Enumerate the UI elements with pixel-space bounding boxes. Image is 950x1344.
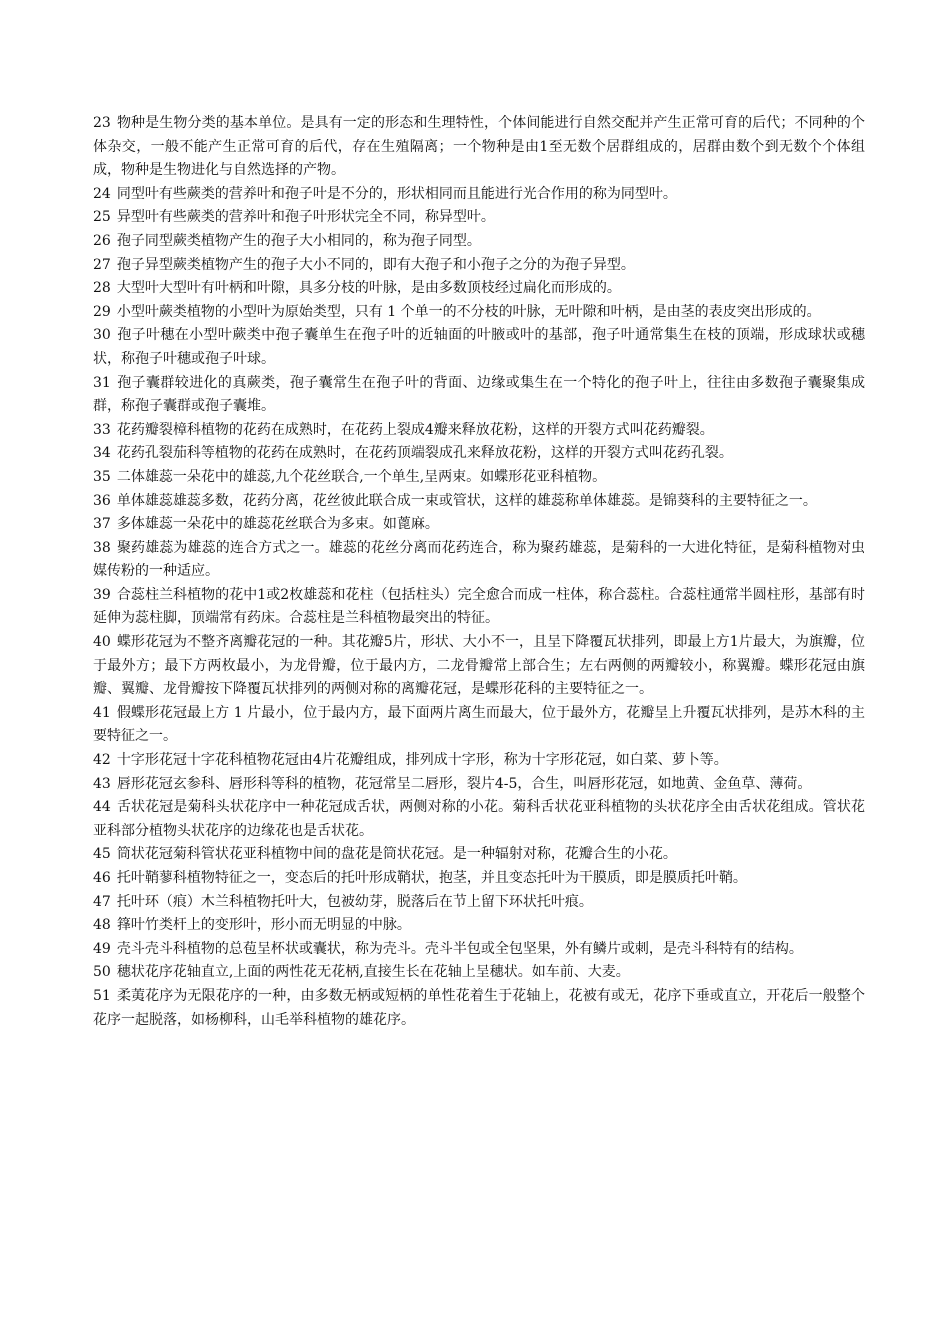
glossary-entry bbox=[93, 749, 865, 773]
entry-number: 28 bbox=[93, 280, 111, 297]
entry-text: 唇形花冠玄参科、唇形科等科的植物，花冠常呈二唇形，裂片4-5，合生，叫唇形花冠，如地黄、金鱼草、薄荷。 bbox=[116, 775, 812, 792]
entry-number: 29 bbox=[93, 303, 111, 320]
glossary-entry bbox=[93, 843, 865, 867]
entry-number: 25 bbox=[93, 209, 111, 226]
entry-number: 36 bbox=[93, 492, 111, 509]
glossary-entry bbox=[93, 254, 865, 278]
entry-number: 45 bbox=[93, 846, 111, 863]
entry-number: 41 bbox=[93, 704, 111, 721]
entry-number: 43 bbox=[93, 775, 111, 792]
glossary-entry bbox=[93, 914, 865, 938]
entry-number: 34 bbox=[93, 445, 111, 462]
entry-number: 39 bbox=[93, 586, 111, 603]
entry-text: 合蕊柱兰科植物的花中1或2枚雄蕊和花柱（包括柱头）完全愈合而成一柱体，称合蕊柱。合蕊柱通常半圆柱形，基部有时延伸为蕊柱脚，顶端常有药床。合蕊柱是兰科植物最突出的特征。 bbox=[93, 586, 865, 627]
entry-text: 花药孔裂茄科等植物的花药在成熟时，在花药顶端裂成孔来释放花粉，这样的开裂方式叫花药孔裂。 bbox=[116, 445, 733, 462]
entry-number: 35 bbox=[93, 468, 111, 485]
entry-text: 蝶形花冠为不整齐离瓣花冠的一种。其花瓣5片，形状、大小不一，且呈下降覆瓦状排列，即最上方1片最大，为旗瓣，位于最外方；最下方两枚最小，为龙骨瓣，位于最内方，二龙骨瓣常上部合生；左右两侧的两瓣较小，称翼瓣。蝶形花冠由旗瓣、翼瓣、龙骨瓣按下降覆瓦状排列的两侧对称的离瓣花冠，是蝶形花科的主要特征之一。 bbox=[93, 634, 865, 698]
entry-text: 单体雄蕊雄蕊多数，花药分离，花丝彼此联合成一束或管状，这样的雄蕊称单体雄蕊。是锦葵科的主要特征之一。 bbox=[116, 492, 817, 509]
entry-number: 27 bbox=[93, 256, 111, 273]
glossary-entry bbox=[93, 773, 865, 797]
glossary-entry bbox=[93, 796, 865, 843]
entry-text: 二体雄蕊一朵花中的雄蕊,九个花丝联合,一个单生,呈两束。如蝶形花亚科植物。 bbox=[116, 468, 607, 485]
entry-number: 24 bbox=[93, 185, 111, 202]
entry-number: 42 bbox=[93, 752, 111, 769]
glossary-entry bbox=[93, 277, 865, 301]
entry-number: 49 bbox=[93, 940, 111, 957]
glossary-entry bbox=[93, 867, 865, 891]
glossary-entry bbox=[93, 301, 865, 325]
glossary-entry bbox=[93, 183, 865, 207]
entry-text: 托叶环（痕）木兰科植物托叶大，包被幼芽，脱落后在节上留下环状托叶痕。 bbox=[116, 893, 593, 910]
entry-number: 44 bbox=[93, 799, 111, 816]
entry-text: 花药瓣裂樟科植物的花药在成熟时，在花药上裂成4瓣来释放花粉，这样的开裂方式叫花药瓣裂。 bbox=[116, 421, 714, 438]
entry-text: 同型叶有些蕨类的营养叶和孢子叶是不分的，形状相同而且能进行光合作用的称为同型叶。 bbox=[116, 185, 677, 202]
entry-text: 筒状花冠菊科管状花亚科植物中间的盘花是筒状花冠。是一种辐射对称，花瓣合生的小花。 bbox=[116, 846, 677, 863]
glossary-entry bbox=[93, 891, 865, 915]
glossary-entry bbox=[93, 961, 865, 985]
glossary-entry bbox=[93, 938, 865, 962]
glossary-entry bbox=[93, 631, 865, 702]
glossary-entry bbox=[93, 702, 865, 749]
entry-text: 托叶鞘蓼科植物特征之一，变态后的托叶形成鞘状，抱茎，并且变态托叶为干膜质，即是膜质托叶鞘。 bbox=[116, 870, 747, 886]
entry-text: 大型叶大型叶有叶柄和叶隙，具多分枝的叶脉，是由多数顶枝经过扁化而形成的。 bbox=[116, 280, 621, 297]
entry-text: 聚药雄蕊为雄蕊的连合方式之一。雄蕊的花丝分离而花药连合，称为聚药雄蕊，是菊科的一大进化特征，是菊科植物对虫媒传粉的一种适应。 bbox=[93, 539, 865, 580]
entry-number: 47 bbox=[93, 893, 111, 910]
entry-number: 30 bbox=[93, 327, 111, 344]
entry-number: 26 bbox=[93, 232, 111, 249]
glossary-entry bbox=[93, 230, 865, 254]
entry-number: 48 bbox=[93, 917, 111, 934]
entry-text: 物种是生物分类的基本单位。是具有一定的形态和生理特性，个体间能进行自然交配并产生正常可育的后代；不同种的个体杂交，一般不能产生正常可育的后代，存在生殖隔离；一个物种是由1至无数个居群组成的，居群由数个到无数个个体组成，物种是生物进化与自然选择的产物。 bbox=[93, 115, 865, 179]
entry-text: 孢子异型蕨类植物产生的孢子大小不同的，即有大孢子和小孢子之分的为孢子异型。 bbox=[116, 256, 635, 273]
glossary-entry bbox=[93, 442, 865, 466]
entry-text: 小型叶蕨类植物的小型叶为原始类型，只有 1 个单一的不分枝的叶脉，无叶隙和叶柄，是由茎的表皮突出形成的。 bbox=[116, 303, 821, 320]
glossary-entry bbox=[93, 324, 865, 371]
entry-text: 假蝶形花冠最上方 1 片最小，位于最内方，最下面两片离生而最大，位于最外方，花瓣呈上升覆瓦状排列，是苏木科的主要特征之一。 bbox=[93, 704, 865, 745]
glossary-entry bbox=[93, 112, 865, 183]
entry-text: 孢子叶穗在小型叶蕨类中孢子囊单生在孢子叶的近轴面的叶腋或叶的基部，孢子叶通常集生在枝的顶端，形成球状或穗状，称孢子叶穗或孢子叶球。 bbox=[93, 327, 865, 367]
glossary-entry bbox=[93, 490, 865, 514]
entry-number: 50 bbox=[93, 964, 111, 981]
entry-number: 33 bbox=[93, 421, 111, 438]
entry-text: 舌状花冠是菊科头状花序中一种花冠成舌状，两侧对称的小花。菊科舌状花亚科植物的头状花序全由舌状花组成。管状花亚科部分植物头状花序的边缘花也是舌状花。 bbox=[93, 799, 865, 839]
entry-number: 37 bbox=[93, 516, 111, 533]
glossary-entry bbox=[93, 513, 865, 537]
entry-text: 柔荑花序为无限花序的一种，由多数无柄或短柄的单性花着生于花轴上，花被有或无，花序下垂或直立，开花后一般整个花序一起脱落，如杨柳科，山毛举科植物的雄花序。 bbox=[93, 987, 865, 1028]
entry-text: 多体雄蕊一朵花中的雄蕊花丝联合为多束。如蓖麻。 bbox=[116, 516, 439, 533]
entry-text: 壳斗壳斗科植物的总苞呈杯状或囊状，称为壳斗。壳斗半包或全包坚果，外有鳞片或刺，是壳斗科特有的结构。 bbox=[116, 940, 803, 957]
entry-text: 孢子囊群较进化的真蕨类，孢子囊常生在孢子叶的背面、边缘或集生在一个特化的孢子叶上，往往由多数孢子囊聚集成群，称孢子囊群或孢子囊堆。 bbox=[93, 374, 865, 415]
document-page bbox=[93, 112, 865, 1032]
entry-number: 38 bbox=[93, 539, 111, 556]
glossary-entry bbox=[93, 419, 865, 443]
glossary-entry bbox=[93, 537, 865, 584]
glossary-entry bbox=[93, 985, 865, 1032]
entry-text: 十字形花冠十字花科植物花冠由4片花瓣组成，排列成十字形，称为十字形花冠，如白菜、萝卜等。 bbox=[116, 752, 728, 769]
entry-number: 46 bbox=[93, 870, 111, 886]
entry-text: 箨叶竹类杆上的变形叶，形小而无明显的中脉。 bbox=[116, 917, 411, 934]
entry-number: 31 bbox=[93, 374, 111, 391]
glossary-entry bbox=[93, 466, 865, 490]
glossary-entry bbox=[93, 584, 865, 631]
entry-text: 穗状花序花轴直立,上面的两性花无花柄,直接生长在花轴上呈穗状。如车前、大麦。 bbox=[116, 964, 630, 981]
entry-text: 孢子同型蕨类植物产生的孢子大小相同的，称为孢子同型。 bbox=[116, 232, 481, 249]
glossary-entry bbox=[93, 372, 865, 419]
entry-number: 23 bbox=[93, 115, 111, 131]
entry-number: 40 bbox=[93, 634, 111, 651]
entry-text: 异型叶有些蕨类的营养叶和孢子叶形状完全不同，称异型叶。 bbox=[116, 209, 495, 226]
entry-number: 51 bbox=[93, 987, 111, 1004]
glossary-entry bbox=[93, 206, 865, 230]
